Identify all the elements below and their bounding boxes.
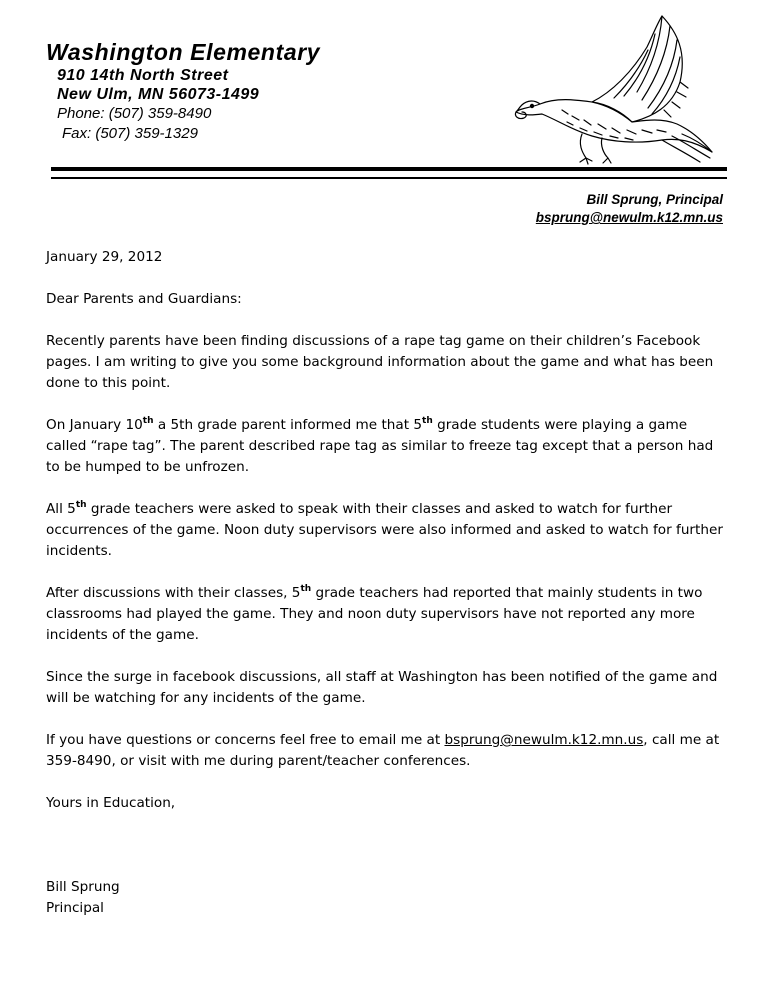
paragraph-1: Recently parents have been finding discussions of a rape tag game on their children’s Facebook pages. I am writing to give you some background information about the game and what has been done to this point.: [46, 333, 714, 391]
p6-text-a: If you have questions or concerns feel free to email me at: [46, 732, 445, 748]
p2-text-a: On January 10: [46, 417, 143, 433]
letter-date: January 29, 2012: [46, 249, 163, 265]
signer-name: Bill Sprung: [46, 879, 120, 895]
principal-name-title: Bill Sprung, Principal: [586, 192, 723, 207]
p2-sup-1: th: [142, 416, 154, 426]
p4-text-b: grade teachers had reported that mainly students in two classrooms had played the game. They and noon duty supervisors have not reported any more incidents of the game.: [46, 585, 703, 643]
p3-text-b: grade teachers were asked to speak with their classes and asked to watch for further occurrences of the game. Noon duty supervisors were also informed and asked to watch for further incidents.: [46, 501, 723, 559]
principal-email-link[interactable]: bsprung@newulm.k12.mn.us: [535, 210, 723, 225]
paragraph-4: [46, 583, 726, 646]
letterhead: [46, 38, 486, 144]
salutation: Dear Parents and Guardians:: [46, 291, 242, 307]
fax-number: Fax: (507) 359-1329: [62, 125, 198, 142]
letter-body: [46, 247, 726, 919]
p3-text-a: All 5: [46, 501, 76, 517]
paragraph-5: Since the surge in facebook discussions, all staff at Washington has been notified of the game and will be watching for any incidents of the game.: [46, 669, 718, 706]
p2-text-c: grade students were playing a game called “rape tag”. The parent described rape tag as similar to freeze tag except that a person had to be humped to be unfrozen.: [46, 417, 714, 475]
closing: Yours in Education,: [46, 795, 176, 811]
p4-text-a: After discussions with their classes, 5: [46, 585, 301, 601]
paragraph-2: [46, 415, 726, 478]
eagle-icon: [512, 12, 716, 166]
principal-contact: [536, 191, 723, 227]
p4-sup: th: [300, 584, 312, 594]
signer-title: Principal: [46, 900, 104, 916]
p2-text-b: a 5th grade parent informed me that 5: [153, 417, 423, 433]
paragraph-6: [46, 730, 726, 772]
phone-number: Phone: (507) 359-8490: [57, 105, 212, 122]
p6-text-b: , call me at 359-8490, or visit with me during parent/teacher conferences.: [46, 732, 720, 769]
address-line-1: 910 14th North Street: [57, 67, 229, 84]
header-rule-thick: [51, 167, 727, 171]
school-name: Washington Elementary: [46, 39, 321, 65]
p2-sup-2: th: [422, 416, 433, 426]
address-line-2: New Ulm, MN 56073-1499: [57, 86, 260, 103]
header-rule-thin: [51, 177, 727, 179]
paragraph-3: [46, 499, 726, 562]
signature-space: [46, 835, 726, 877]
p6-email-link[interactable]: bsprung@newulm.k12.mn.us: [444, 732, 644, 748]
p3-sup: th: [75, 500, 87, 510]
